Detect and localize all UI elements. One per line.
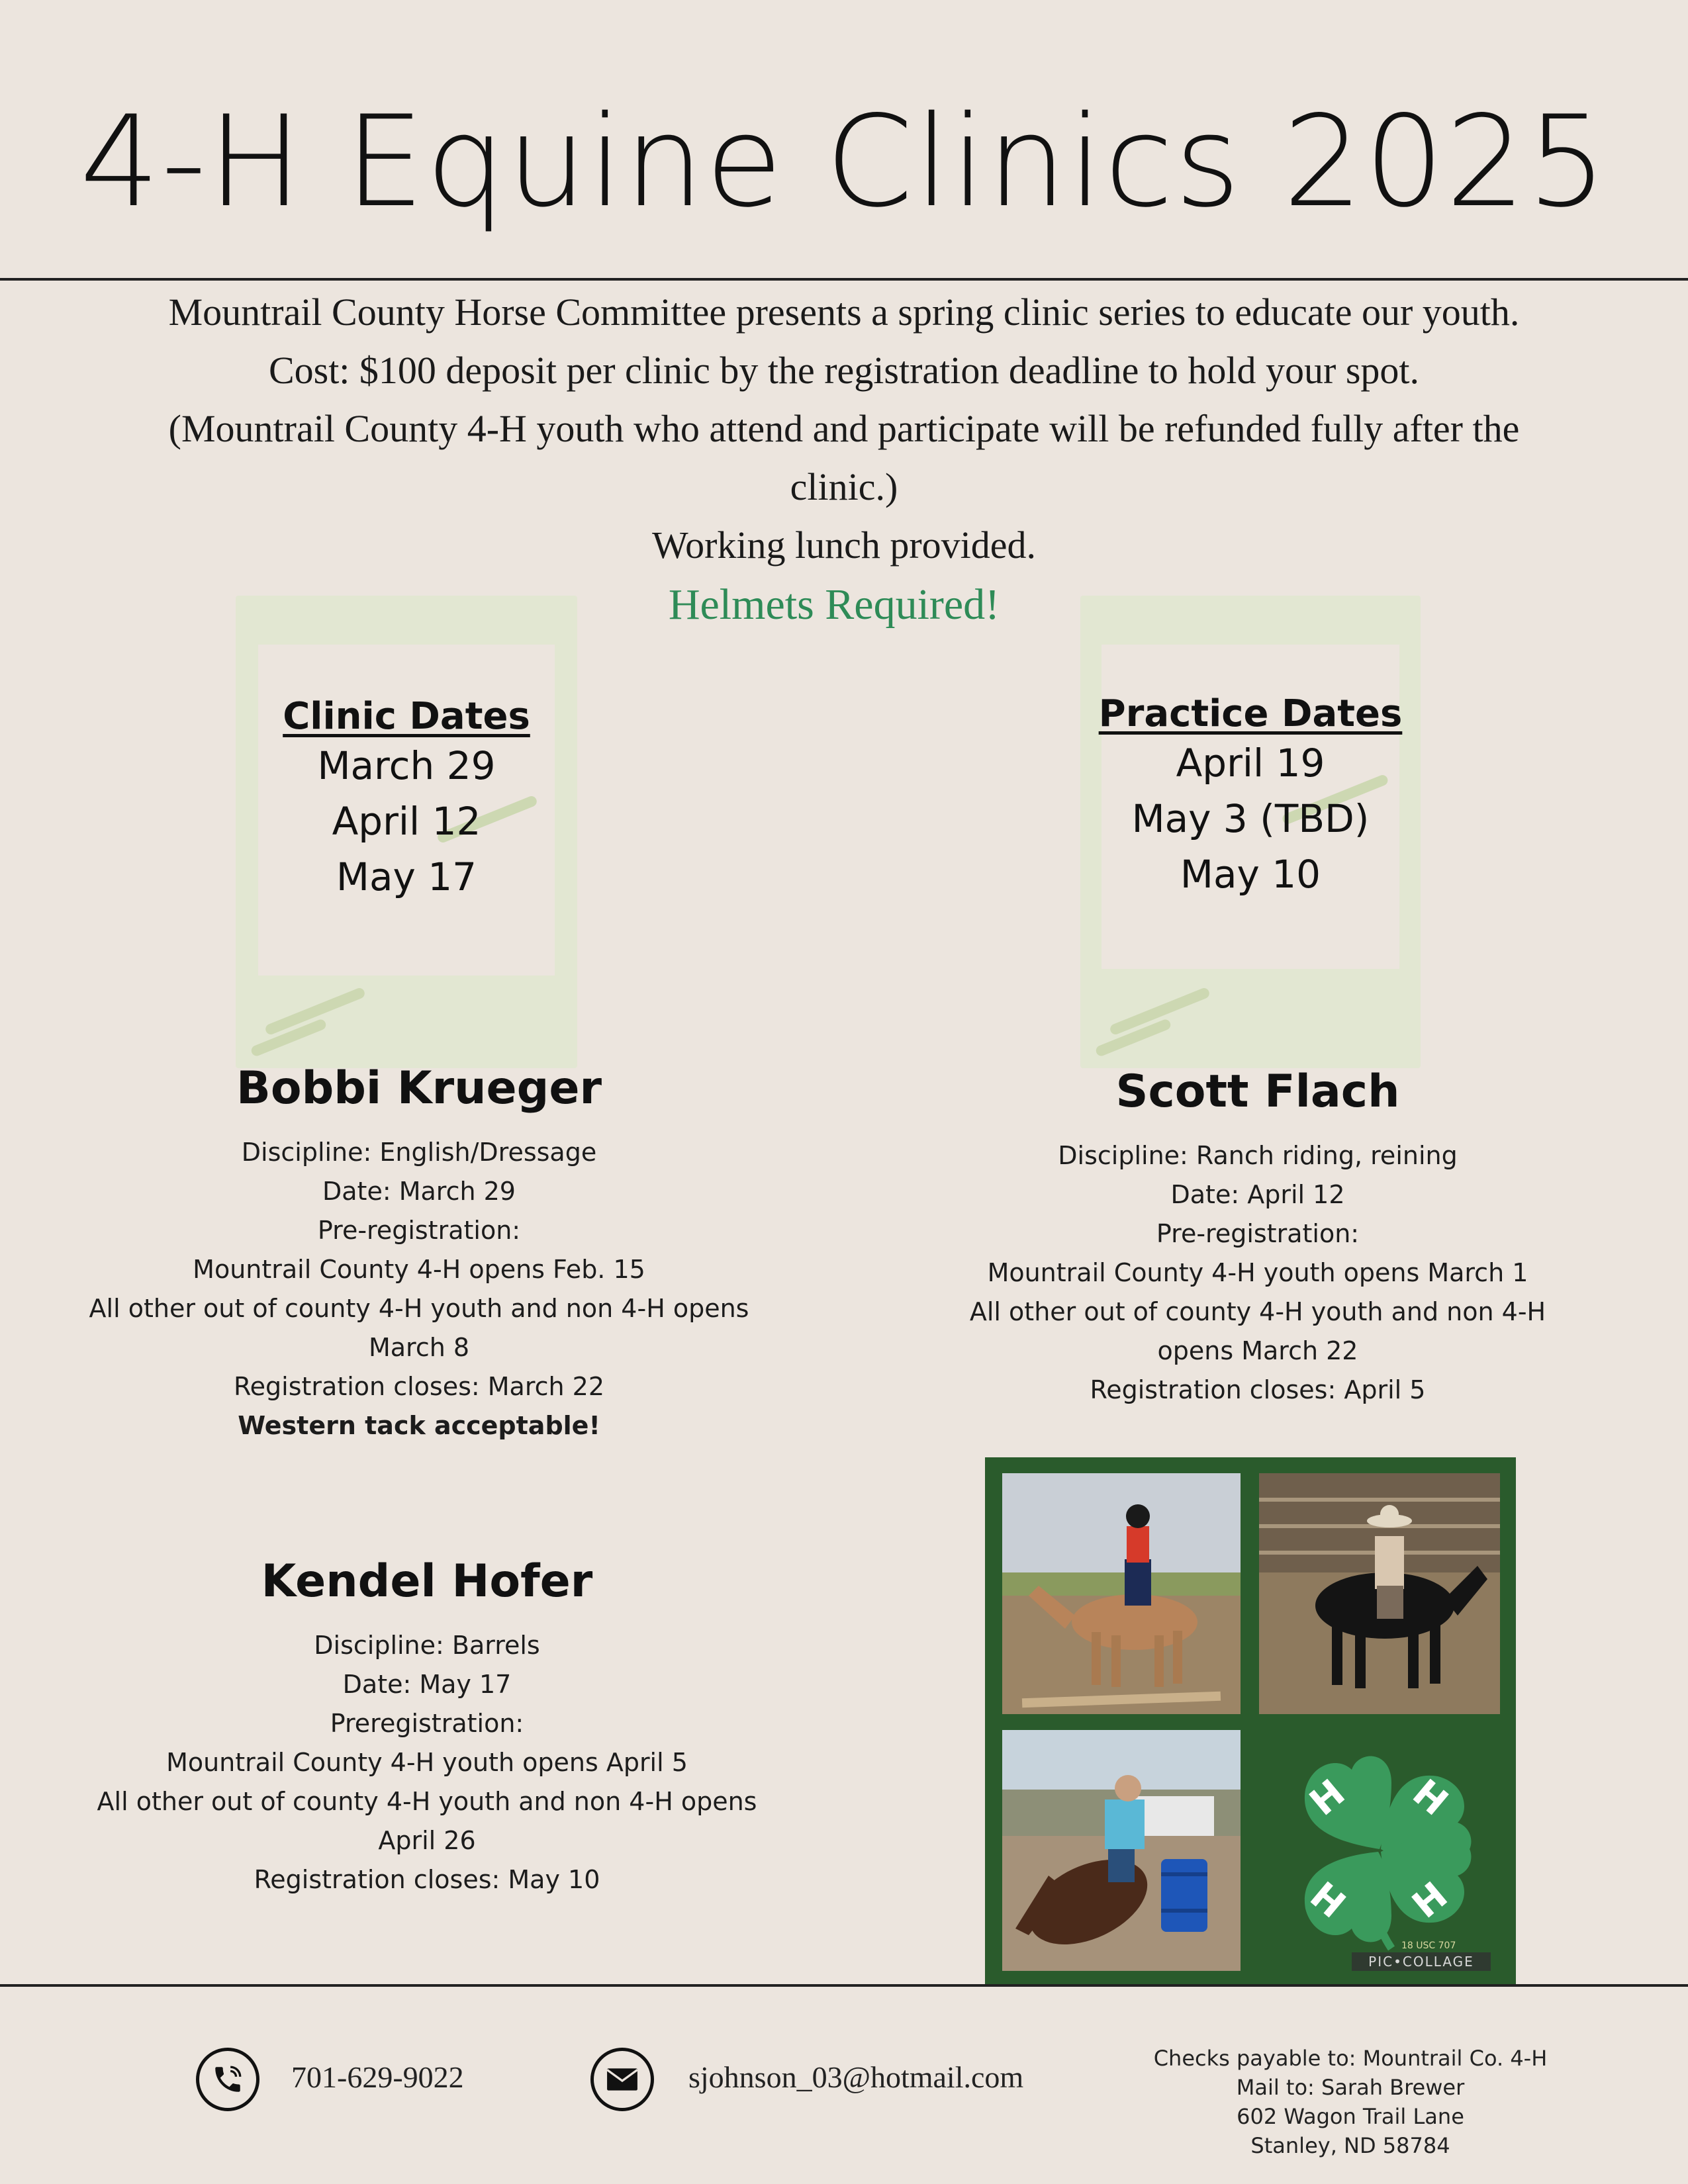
clover-letter: H xyxy=(1301,1771,1354,1825)
checks-payable-info xyxy=(1125,2044,1575,2160)
pic-collage-watermark: PIC•COLLAGE xyxy=(1352,1952,1491,1971)
detail-line: All other out of county 4-H youth and non 4-H xyxy=(969,1297,1546,1326)
practice-dates xyxy=(1080,692,1421,902)
detail-line: Date: April 12 xyxy=(1170,1180,1345,1209)
detail-line: Registration closes: March 22 xyxy=(233,1372,605,1401)
detail-line: Pre-registration: xyxy=(317,1216,521,1245)
clinic-date: April 12 xyxy=(332,799,481,844)
phone-icon xyxy=(196,2048,259,2111)
detail-line: March 8 xyxy=(368,1333,470,1362)
detail-line: Pre-registration: xyxy=(1156,1219,1360,1248)
detail-line: Discipline: Ranch riding, reining xyxy=(1058,1141,1458,1170)
detail-line: Registration closes: April 5 xyxy=(1090,1375,1426,1404)
intro-line: Working lunch provided. xyxy=(651,523,1037,567)
instructor-details xyxy=(53,1626,801,1899)
intro-line: Cost: $100 deposit per clinic by the registration deadline to hold your spot. xyxy=(268,349,1420,392)
intro-line: (Mountrail County 4-H youth who attend and participate will be refunded fully after the xyxy=(168,407,1520,450)
instructor-details xyxy=(927,1136,1589,1410)
envelope-icon xyxy=(590,2048,654,2111)
clinic-date: March 29 xyxy=(317,743,496,788)
western-rider-photo xyxy=(1259,1473,1500,1714)
detail-line: Discipline: Barrels xyxy=(314,1631,540,1660)
practice-date: April 19 xyxy=(1176,741,1325,786)
barrel-racer-photo xyxy=(1002,1730,1241,1971)
checks-line: Mail to: Sarah Brewer xyxy=(1236,2075,1465,2100)
detail-line: April 26 xyxy=(378,1826,476,1855)
clover-letter: H xyxy=(1404,1771,1456,1825)
header-divider xyxy=(0,278,1688,281)
detail-line: All other out of county 4-H youth and non 4-H opens xyxy=(97,1787,757,1816)
instructor-bobbi-krueger xyxy=(26,1062,812,1445)
detail-line: Registration closes: May 10 xyxy=(254,1865,600,1894)
instructor-scott-flach xyxy=(927,1066,1589,1410)
checks-line: Stanley, ND 58784 xyxy=(1250,2133,1450,2158)
detail-line: Date: May 17 xyxy=(342,1670,512,1699)
instructor-kendel-hofer xyxy=(53,1555,801,1899)
instructor-name: Bobbi Krueger xyxy=(236,1062,602,1115)
detail-line: Date: March 29 xyxy=(322,1177,516,1206)
detail-line: Discipline: English/Dressage xyxy=(241,1138,597,1167)
detail-line: Mountrail County 4-H youth opens March 1 xyxy=(987,1258,1528,1287)
detail-line: All other out of county 4-H youth and non 4-H opens xyxy=(89,1294,749,1323)
detail-line-emphasis: Western tack acceptable! xyxy=(238,1411,600,1440)
clover-letter: H xyxy=(1301,1874,1354,1927)
english-rider-photo xyxy=(1002,1473,1241,1714)
detail-line: opens March 22 xyxy=(1157,1336,1358,1365)
clinic-dates xyxy=(236,695,577,905)
intro-line: Mountrail County Horse Committee presents a spring clinic series to educate our youth. xyxy=(168,291,1520,334)
intro-text xyxy=(0,283,1688,574)
clinic-dates-heading: Clinic Dates xyxy=(283,695,530,738)
detail-line: Mountrail County 4-H youth opens April 5 xyxy=(166,1748,688,1777)
logo-legal-text: 18 USC 707 xyxy=(1401,1940,1456,1951)
footer-divider xyxy=(0,1984,1688,1987)
practice-date: May 3 (TBD) xyxy=(1131,796,1370,841)
detail-line: Preregistration: xyxy=(330,1709,524,1738)
practice-dates-heading: Practice Dates xyxy=(1098,692,1403,735)
checks-line: 602 Wagon Trail Lane xyxy=(1237,2104,1464,2129)
helmets-notice: Helmets Required! xyxy=(668,580,1000,629)
phone-number[interactable]: 701-629-9022 xyxy=(291,2060,464,2094)
checks-line: Checks payable to: Mountrail Co. 4-H xyxy=(1153,2046,1548,2071)
photo-collage xyxy=(985,1457,1516,1985)
instructor-details xyxy=(26,1133,812,1445)
page-title: 4-H Equine Clinics 2025 xyxy=(79,89,1609,235)
detail-line: Mountrail County 4-H opens Feb. 15 xyxy=(193,1255,645,1284)
instructor-name: Scott Flach xyxy=(1115,1066,1400,1118)
email-address[interactable]: sjohnson_03@hotmail.com xyxy=(688,2060,1024,2094)
clinic-date: May 17 xyxy=(336,854,477,899)
4h-clover-logo xyxy=(1259,1730,1500,1971)
intro-line: clinic.) xyxy=(790,465,898,508)
practice-date: May 10 xyxy=(1180,852,1321,897)
instructor-name: Kendel Hofer xyxy=(261,1555,593,1608)
clover-letter: H xyxy=(1404,1874,1456,1927)
